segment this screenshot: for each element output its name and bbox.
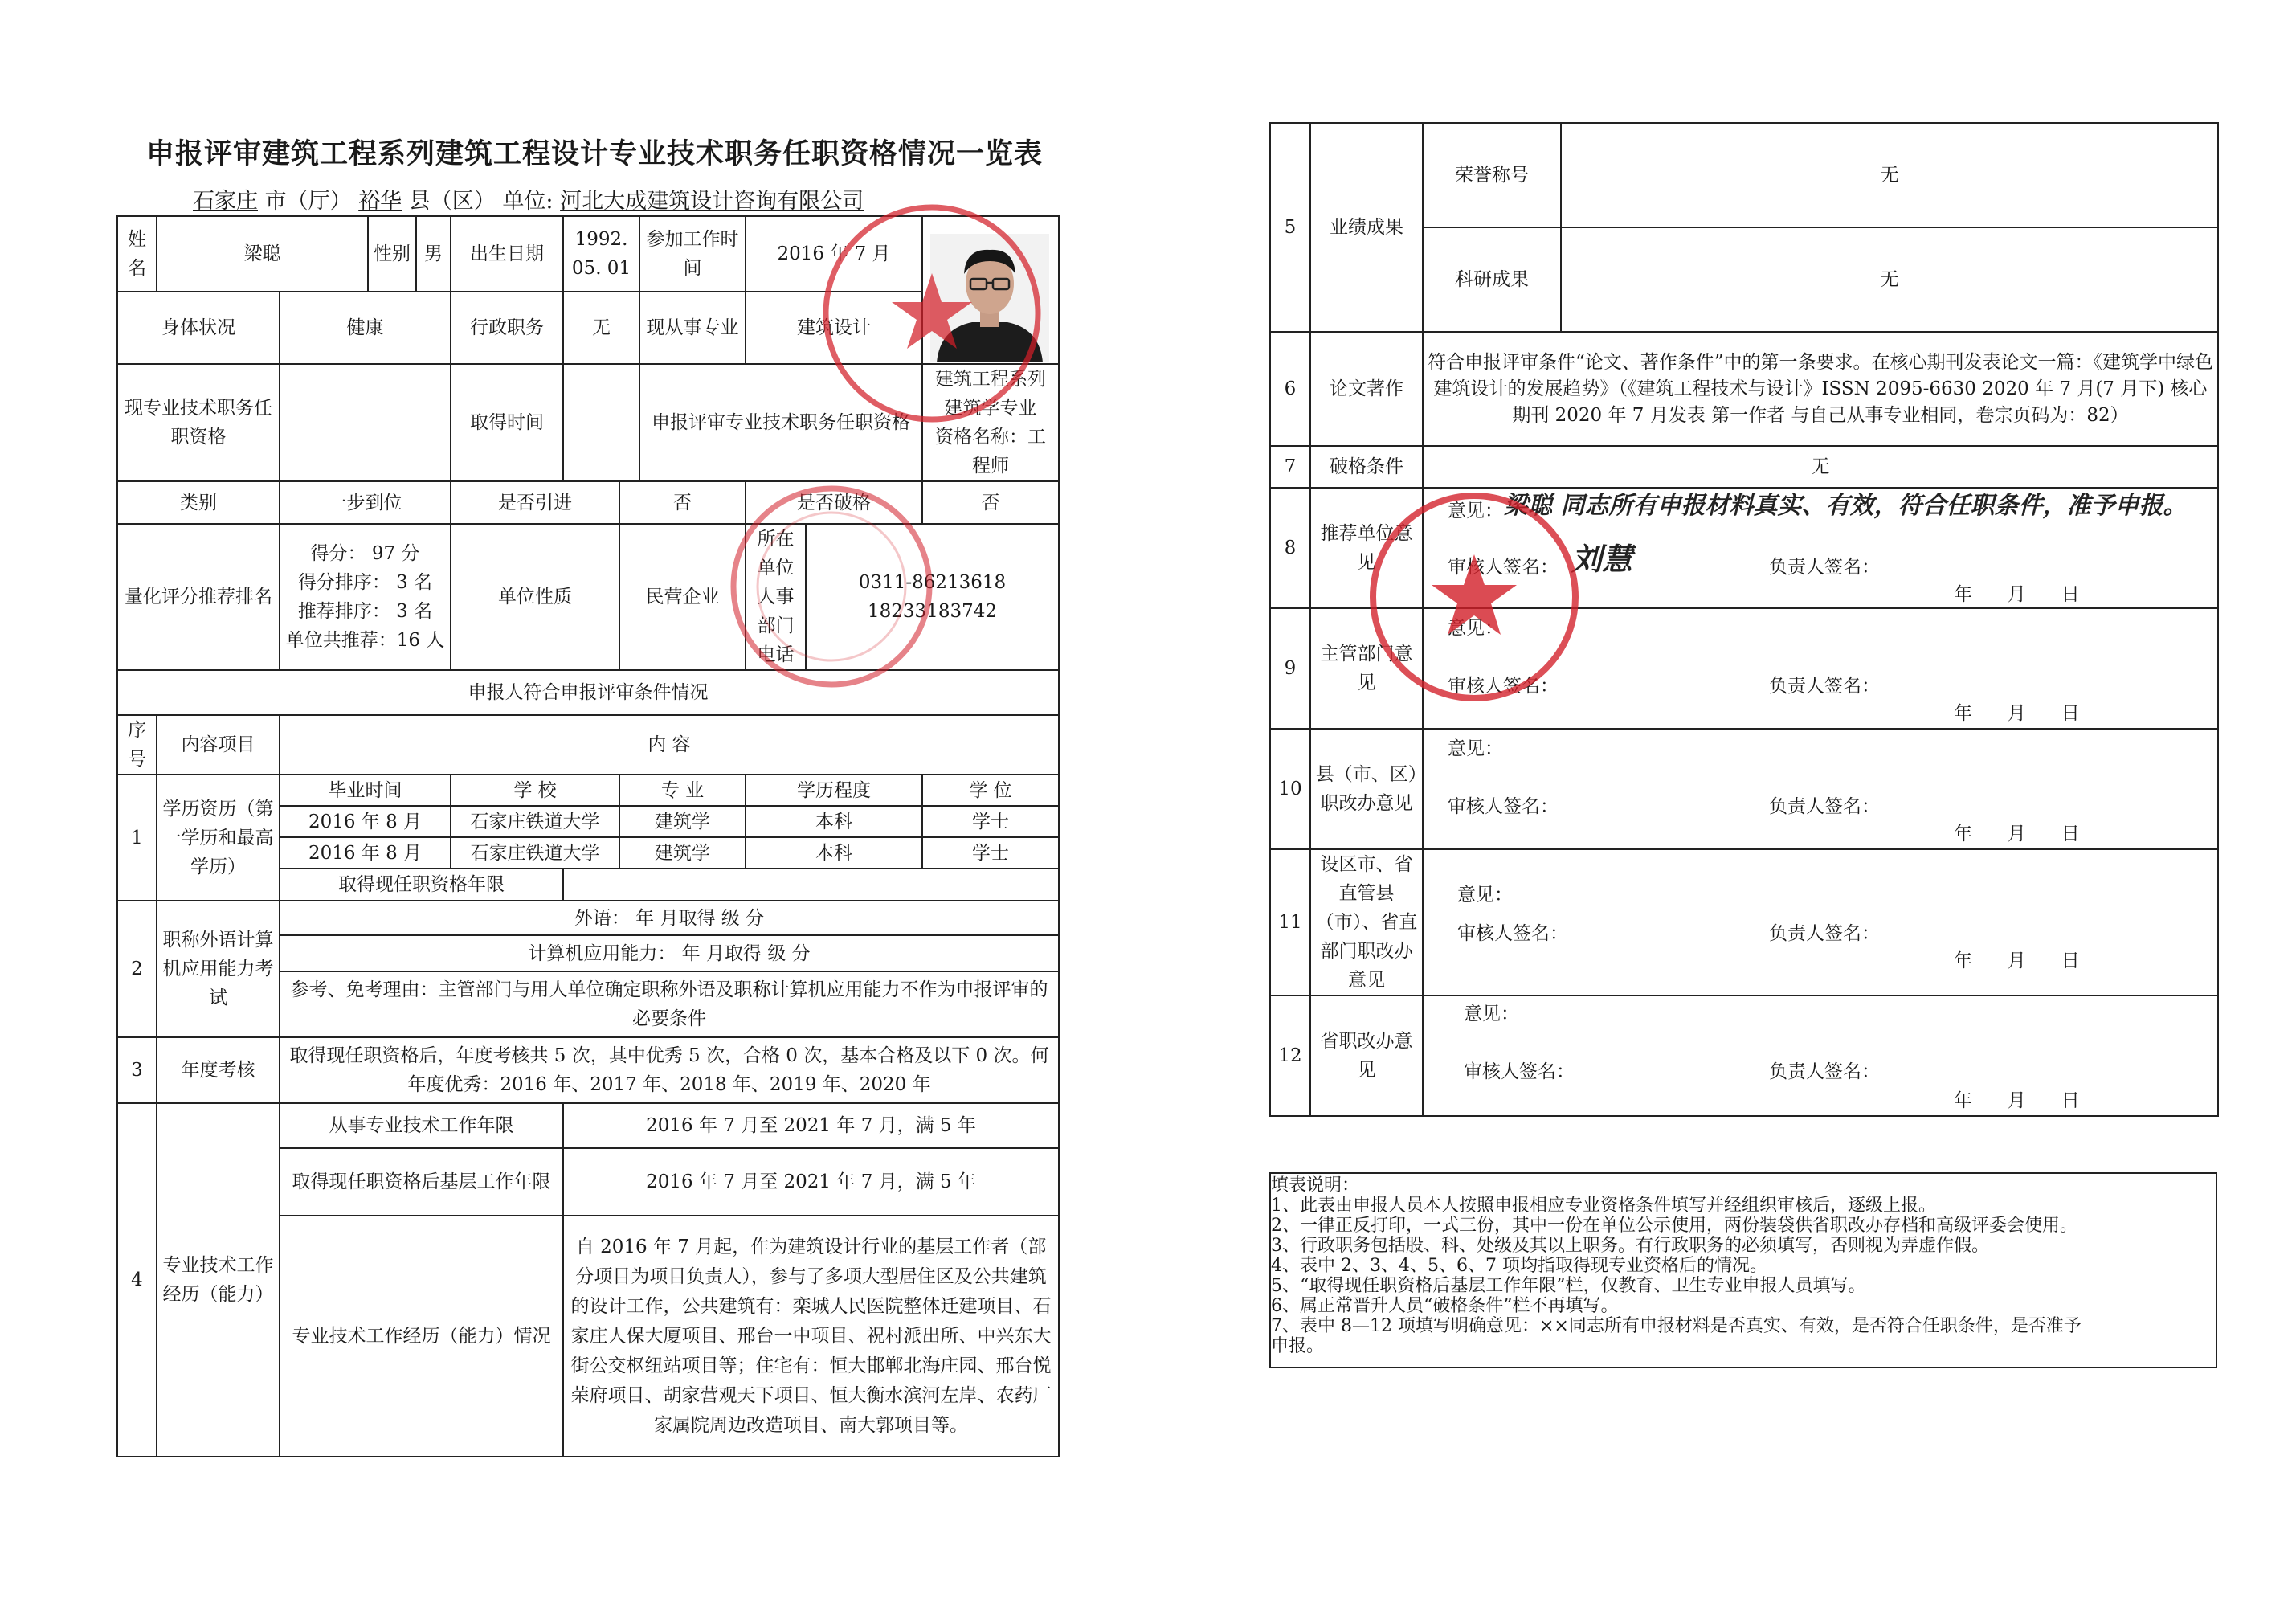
r8-no: 8	[1270, 488, 1310, 608]
exp-label: 专业技术工作经历（能力）	[157, 1103, 280, 1457]
annual-no: 3	[117, 1037, 157, 1103]
phone-mobile: 18233183742	[868, 601, 997, 622]
r11-date: 年 月 日	[1954, 950, 2080, 971]
r8-opinion-label: 意见：	[1448, 501, 1503, 521]
honor-value: 无	[1561, 123, 2218, 227]
r11-label: 设区市、省直管县（市）、省直部门职改办意见	[1310, 849, 1423, 995]
unit-label: 单位:	[502, 189, 554, 214]
r10-content	[1423, 729, 2218, 849]
edu-h-major: 专 业	[619, 775, 746, 806]
subtitle-line	[193, 183, 864, 215]
obtain-time-label: 取得时间	[451, 364, 563, 481]
edu-row-1-time: 2016 年 8 月	[280, 806, 451, 837]
official-seal-icon	[819, 201, 1044, 426]
gender-label: 性别	[368, 216, 416, 292]
lang-no: 2	[117, 901, 157, 1037]
category-label: 类别	[117, 481, 280, 524]
phone-office: 0311-86213618	[858, 572, 1007, 593]
introduced-label: 是否引进	[451, 481, 619, 524]
introduced-value: 否	[619, 481, 746, 524]
category-value: 一步到位	[280, 481, 451, 524]
gender-value: 男	[416, 216, 451, 292]
city-suffix: 市（厅）	[264, 189, 352, 214]
health-label: 身体状况	[117, 292, 280, 364]
edu-row-2-school: 石家庄铁道大学	[451, 837, 619, 869]
edu-years-value	[563, 869, 1059, 901]
exception-label: 是否破格	[746, 481, 922, 524]
apply-qual-series: 建筑工程系列	[935, 369, 1047, 390]
apply-qual-label: 申报评审专业技术职务任职资格	[639, 364, 922, 481]
edu-row-1-degree: 学士	[922, 806, 1059, 837]
cur-qual-value	[280, 364, 451, 481]
r6-text: 符合申报评审条件“论文、著作条件”中的第一条要求。在核心期刊发表论文一篇：《建筑学中绿色建筑设计的发展趋势》（《建筑工程技术与设计》ISSN 2095-6630 2020 年 7 月(7 月下) 核心期刊 2020 年 7 月发表 第一作者 与自己从事专业相同，卷宗页码为：82）	[1423, 332, 2218, 446]
hr-phone-label: 所在单位人事部门电话	[746, 524, 806, 670]
recommend-count: 单位共推荐：16 人	[285, 630, 445, 651]
edu-h-school: 学 校	[451, 775, 619, 806]
r9-date: 年 月 日	[1954, 703, 2080, 724]
r11-opinion-label: 意见：	[1457, 885, 1513, 906]
name-label: 姓名	[117, 216, 157, 292]
edu-row-2-time: 2016 年 8 月	[280, 837, 451, 869]
city-value: 石家庄	[193, 189, 258, 214]
edu-label: 学历资历（第一学历和最高学历）	[157, 775, 280, 901]
score-values	[280, 524, 451, 670]
r6-label: 论文著作	[1310, 332, 1423, 446]
item-label: 内容项目	[157, 715, 280, 775]
note-line-4: 4、表中 2、3、4、5、6、7 项均指取得现专业资格后的情况。	[1271, 1256, 1767, 1276]
edu-row-2-degree: 学士	[922, 837, 1059, 869]
apply-qual-title: 资格名称：工程师	[935, 427, 1047, 476]
r12-date: 年 月 日	[1954, 1090, 2080, 1111]
content-label: 内 容	[280, 715, 1059, 775]
honor-label: 荣誉称号	[1423, 123, 1561, 227]
seq-label: 序号	[117, 715, 157, 775]
r9-leader-label: 负责人签名：	[1769, 676, 1880, 697]
annual-label: 年度考核	[157, 1037, 280, 1103]
research-value: 无	[1561, 227, 2218, 332]
seal-overlay-icon	[727, 482, 936, 691]
r12-no: 12	[1270, 995, 1310, 1116]
r12-content	[1423, 995, 2218, 1116]
r8-date: 年 月 日	[1954, 584, 2080, 605]
r8-leader-label: 负责人签名：	[1769, 557, 1880, 578]
name-value: 梁聪	[157, 216, 368, 292]
unit-value: 河北大成建筑设计咨询有限公司	[560, 189, 864, 214]
lang-foreign: 外语： 年 月取得 级 分	[280, 901, 1059, 935]
birth-value: 1992. 05. 01	[563, 216, 639, 292]
r9-label: 主管部门意见	[1310, 608, 1423, 729]
r5-no: 5	[1270, 123, 1310, 332]
edu-row-1-major: 建筑学	[619, 806, 746, 837]
major-value: 建筑设计	[746, 292, 922, 364]
exp-grass-value: 2016 年 7 月至 2021 年 7 月，满 5 年	[563, 1148, 1059, 1216]
recommend-rank: 推荐排序： 3 名	[297, 601, 433, 622]
birth-label: 出生日期	[451, 216, 563, 292]
apply-qual-major: 建筑学专业	[944, 398, 1037, 419]
exception-value: 否	[922, 481, 1059, 524]
edu-h-level: 学历程度	[746, 775, 922, 806]
major-label: 现从事专业	[639, 292, 746, 364]
edu-years-label: 取得现任职资格年限	[280, 869, 563, 901]
r6-no: 6	[1270, 332, 1310, 446]
r11-no: 11	[1270, 849, 1310, 995]
edu-row-2-level: 本科	[746, 837, 922, 869]
r9-no: 9	[1270, 608, 1310, 729]
score-label: 量化评分推荐排名	[117, 524, 280, 670]
notes-text	[1271, 1175, 2217, 1356]
note-line-6: 6、属正常晋升人员“破格条件”栏不再填写。	[1271, 1296, 1619, 1316]
r8-label: 推荐单位意见	[1310, 488, 1423, 608]
r5-label: 业绩成果	[1310, 123, 1423, 332]
lang-label: 职称外语计算机应用能力考试	[157, 901, 280, 1037]
r10-leader-label: 负责人签名：	[1769, 796, 1880, 817]
r11-content	[1423, 849, 2218, 995]
r8-reviewer-label: 审核人签名：	[1448, 557, 1559, 578]
note-line-1: 1、此表由申报人员本人按照申报相应专业资格条件填写并经组织审核后，逐级上报。	[1271, 1196, 1936, 1216]
r11-reviewer-label: 审核人签名：	[1457, 923, 1568, 944]
score-total: 得分： 97 分	[310, 543, 420, 564]
r10-label: 县（市、区）职改办意见	[1310, 729, 1423, 849]
admin-label: 行政职务	[451, 292, 563, 364]
edu-h-time: 毕业时间	[280, 775, 451, 806]
note-line-5: 5、“取得现任职资格后基层工作年限”栏，仅教育、卫生专业申报人员填写。	[1271, 1276, 1866, 1296]
r8-reviewer-signature: 刘慧	[1571, 542, 1633, 577]
edu-h-degree: 学 位	[922, 775, 1059, 806]
edu-row-2-major: 建筑学	[619, 837, 746, 869]
lang-computer: 计算机应用能力： 年 月取得 级 分	[280, 935, 1059, 971]
r10-no: 10	[1270, 729, 1310, 849]
r12-reviewer-label: 审核人签名：	[1464, 1061, 1575, 1082]
conditions-header: 申报人符合申报评审条件情况	[117, 670, 1059, 715]
r12-label: 省职改办意见	[1310, 995, 1423, 1116]
r10-date: 年 月 日	[1954, 824, 2080, 844]
exp-years-value: 2016 年 7 月至 2021 年 7 月，满 5 年	[563, 1103, 1059, 1148]
notes-heading: 填表说明：	[1271, 1175, 1360, 1196]
exp-detail-label: 专业技术工作经历（能力）情况	[280, 1216, 563, 1457]
lang-exempt: 参考、免考理由：主管部门与用人单位确定职称外语及职称计算机应用能力不作为申报评审的必要条件	[280, 971, 1059, 1037]
r12-opinion-label: 意见：	[1464, 1004, 1519, 1024]
work-start-value: 2016 年 7 月	[746, 216, 922, 292]
admin-value: 无	[563, 292, 639, 364]
r10-opinion-label: 意见：	[1448, 738, 1503, 759]
exp-detail-text: 自 2016 年 7 月起，作为建筑设计行业的基层工作者（部分项目为项目负责人），参与了多项大型居住区及公共建筑的设计工作，公共建筑有：栾城人民医院整体迁建项目、石家庄人保大厦项目、邢台一中项目、祝村派出所、中兴东大街公交枢纽站项目等；住宅有：恒大邯郸北海庄园、邢台悦荣府项目、胡家营观天下项目、恒大衡水滨河左岸、农药厂家属院周边改造项目、南大郭项目等。	[563, 1216, 1059, 1457]
exp-grass-label: 取得现任职资格后基层工作年限	[280, 1148, 563, 1216]
obtain-time-value	[563, 364, 639, 481]
county-value: 裕华	[358, 189, 402, 214]
annual-text: 取得现任职资格后，年度考核共 5 次，其中优秀 5 次，合格 0 次，基本合格及以下 0 次。何年度优秀：2016 年、2017 年、2018 年、2019 年、2020 年	[280, 1037, 1059, 1103]
r7-no: 7	[1270, 446, 1310, 488]
page-title: 申报评审建筑工程系列建筑工程设计专业技术职务任职资格情况一览表	[145, 138, 1043, 170]
score-rank: 得分排序： 3 名	[297, 572, 433, 593]
note-line-8: 申报。	[1271, 1336, 1325, 1356]
edu-row-1-level: 本科	[746, 806, 922, 837]
edu-row-1-school: 石家庄铁道大学	[451, 806, 619, 837]
company-seal-icon	[1366, 489, 1583, 705]
exp-no: 4	[117, 1103, 157, 1457]
r12-leader-label: 负责人签名：	[1769, 1061, 1880, 1082]
unit-nature-label: 单位性质	[451, 524, 619, 670]
health-value: 健康	[280, 292, 451, 364]
research-label: 科研成果	[1423, 227, 1561, 332]
r7-label: 破格条件	[1310, 446, 1423, 488]
note-line-2: 2、一律正反打印，一式三份，其中一份在单位公示使用，两份装袋供省职改办存档和高级评委会使用。	[1271, 1216, 2078, 1236]
r9-opinion-label: 意见：	[1448, 618, 1503, 639]
note-line-3: 3、行政职务包括股、科、处级及其以上职务。有行政职务的必须填写，否则视为弄虚作假。	[1271, 1236, 1990, 1256]
r11-leader-label: 负责人签名：	[1769, 923, 1880, 944]
r9-reviewer-label: 审核人签名：	[1448, 676, 1559, 697]
r7-value: 无	[1423, 446, 2218, 488]
exp-years-label: 从事专业技术工作年限	[280, 1103, 563, 1148]
edu-no: 1	[117, 775, 157, 901]
unit-nature-value: 民营企业	[619, 524, 746, 670]
county-suffix: 县（区）	[408, 189, 496, 214]
work-start-label: 参加工作时间	[639, 216, 746, 292]
r10-reviewer-label: 审核人签名：	[1448, 796, 1559, 817]
cur-qual-label: 现专业技术职务任职资格	[117, 364, 280, 481]
note-line-7: 7、表中 8—12 项填写明确意见：××同志所有申报材料是否真实、有效，是否符合任职条件，是否准予	[1271, 1316, 2082, 1336]
r8-handwriting: 梁聪 同志所有申报材料真实、有效，符合任职条件，准予申报。	[1504, 492, 2188, 520]
